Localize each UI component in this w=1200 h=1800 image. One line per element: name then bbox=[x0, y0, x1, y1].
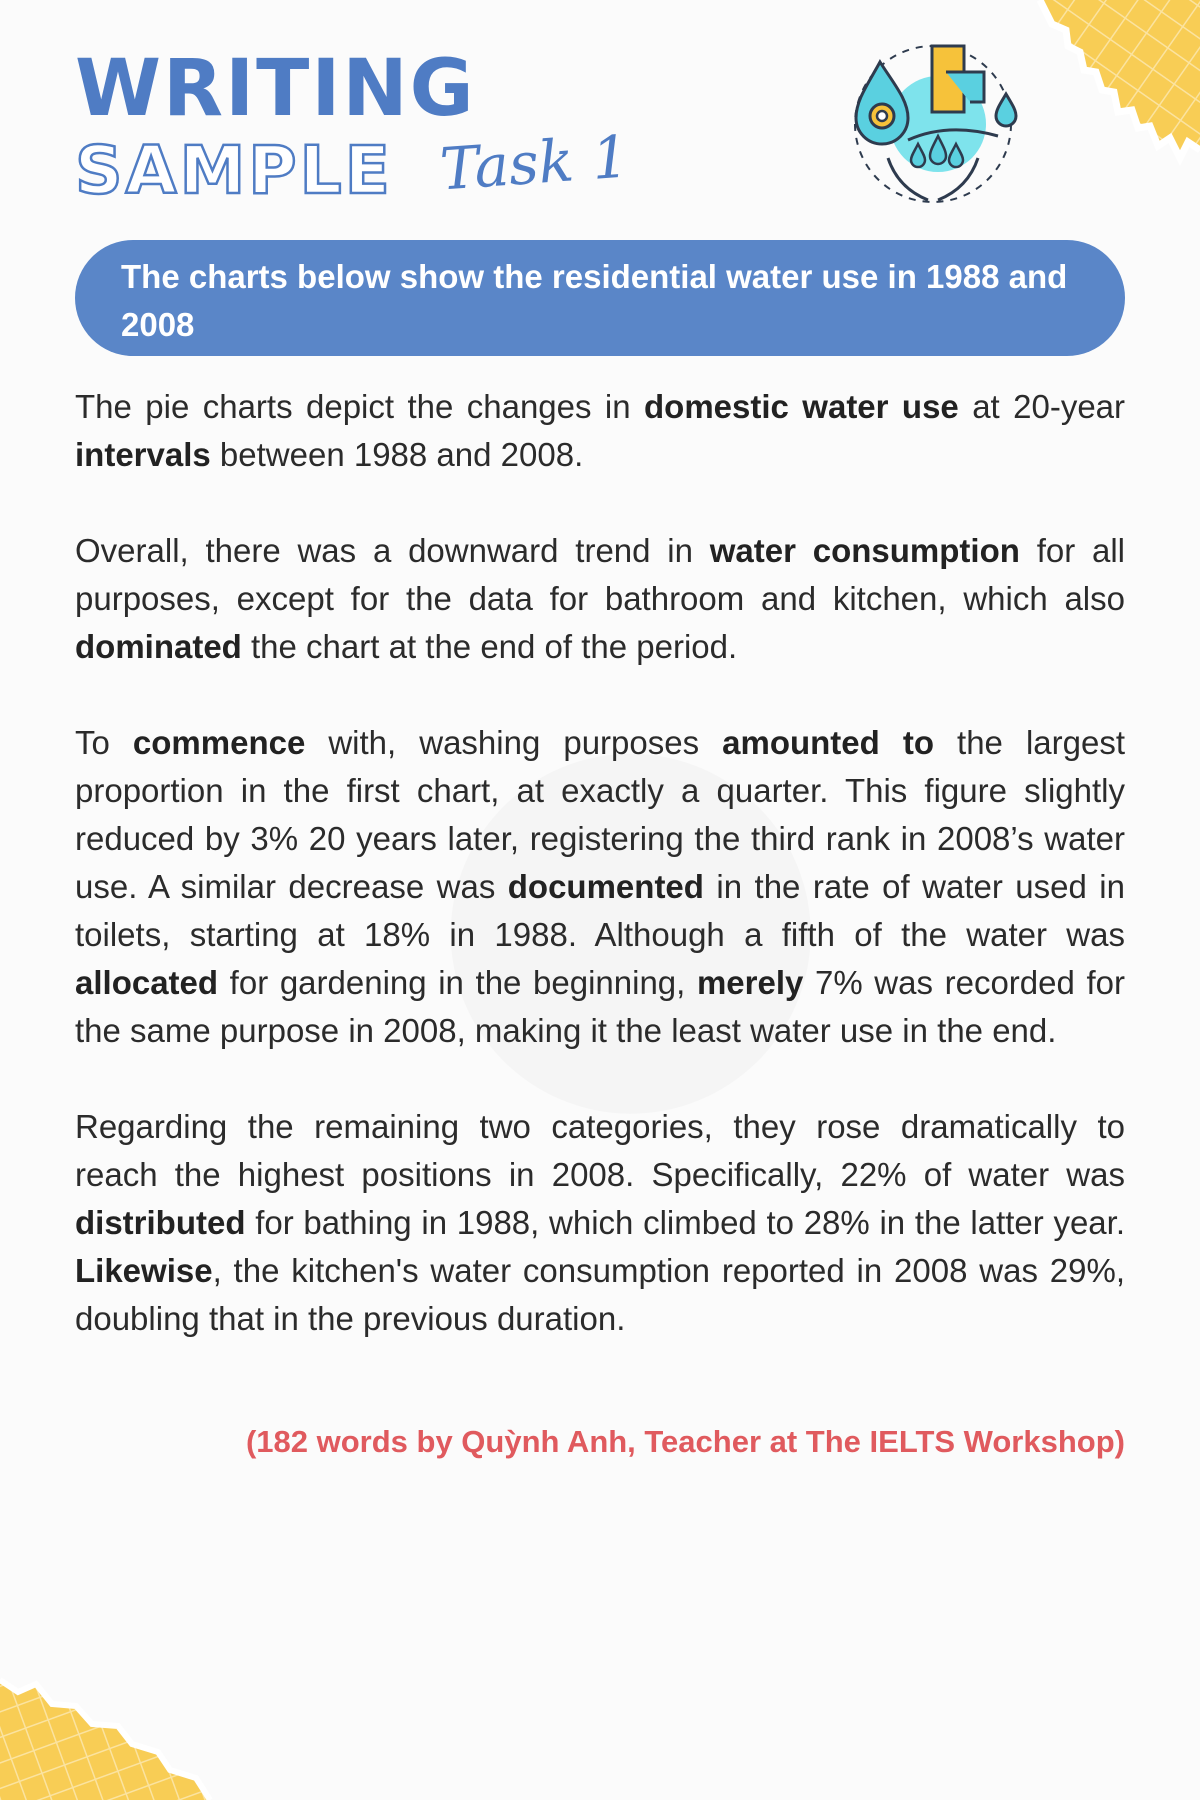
paragraph-text: for all purposes, except for the data for bathroom and kitchen, which also bbox=[75, 532, 1125, 617]
torn-paper-corner-bottom-left bbox=[0, 1660, 230, 1800]
title-sample: SAMPLE bbox=[75, 132, 393, 209]
paragraph-text: the largest proportion in the first chart, at exactly a quarter. This figure slightly reduced by 3% 20 years later, registering the third rank in 2008’s water use. A similar decrease was bbox=[75, 724, 1125, 905]
water-use-icon bbox=[838, 32, 1028, 212]
prompt-text: The charts below show the residential water use in 1988 and 2008 bbox=[121, 258, 1068, 343]
paragraph-text: 7% was recorded for the same purpose in 2008, making it the least water use in the end. bbox=[75, 964, 1125, 1049]
keyword-highlight: merely bbox=[696, 964, 804, 1001]
keyword-highlight: dominated bbox=[75, 628, 242, 665]
keyword-highlight: distributed bbox=[75, 1204, 246, 1241]
paragraph-text: Overall, there was a downward trend in bbox=[75, 532, 710, 569]
essay-paragraph bbox=[75, 1103, 1125, 1343]
keyword-highlight: domestic water use bbox=[644, 388, 959, 425]
title-writing: WRITING bbox=[75, 44, 476, 134]
paragraph-text: in the rate of water used in toilets, starting at 18% in 1988. Although a fifth of the water was bbox=[75, 868, 1125, 953]
essay-paragraph bbox=[75, 719, 1125, 1055]
essay-paragraph bbox=[75, 527, 1125, 671]
essay-paragraph bbox=[75, 383, 1125, 479]
paragraph-text: the chart at the end of the period. bbox=[241, 628, 738, 665]
paragraph-text: at 20-year bbox=[958, 388, 1126, 425]
paragraph-text: Regarding the remaining two categories, they rose dramatically to reach the highest positions in 2008. Specifically, 22% of water was bbox=[75, 1108, 1125, 1193]
paragraph-text: for bathing in 1988, which climbed to 28% in the latter year. bbox=[245, 1204, 1125, 1241]
keyword-highlight: allocated bbox=[75, 964, 219, 1001]
paragraph-text: between 1988 and 2008. bbox=[210, 436, 584, 473]
paragraph-text: The pie charts depict the changes in bbox=[75, 388, 645, 425]
essay-body bbox=[75, 383, 1125, 1391]
paragraph-text: , the kitchen's water consumption reported in 2008 was 29%, doubling that in the previous duration. bbox=[75, 1252, 1125, 1337]
keyword-highlight: commence bbox=[132, 724, 306, 761]
keyword-highlight: documented bbox=[507, 868, 704, 905]
keyword-highlight: intervals bbox=[75, 436, 211, 473]
torn-paper-corner-top-right bbox=[1010, 0, 1200, 190]
paragraph-text: for gardening in the beginning, bbox=[218, 964, 697, 1001]
keyword-highlight: amounted to bbox=[722, 724, 934, 761]
keyword-highlight: Likewise bbox=[75, 1252, 213, 1289]
paragraph-text: with, washing purposes bbox=[305, 724, 723, 761]
title-task-script: Task 1 bbox=[437, 122, 632, 204]
author-credit: (182 words by Quỳnh Anh, Teacher at The IELTS Workshop) bbox=[245, 1424, 1125, 1459]
paragraph-text: To bbox=[75, 724, 133, 761]
prompt-banner bbox=[75, 240, 1125, 356]
keyword-highlight: water consumption bbox=[709, 532, 1020, 569]
